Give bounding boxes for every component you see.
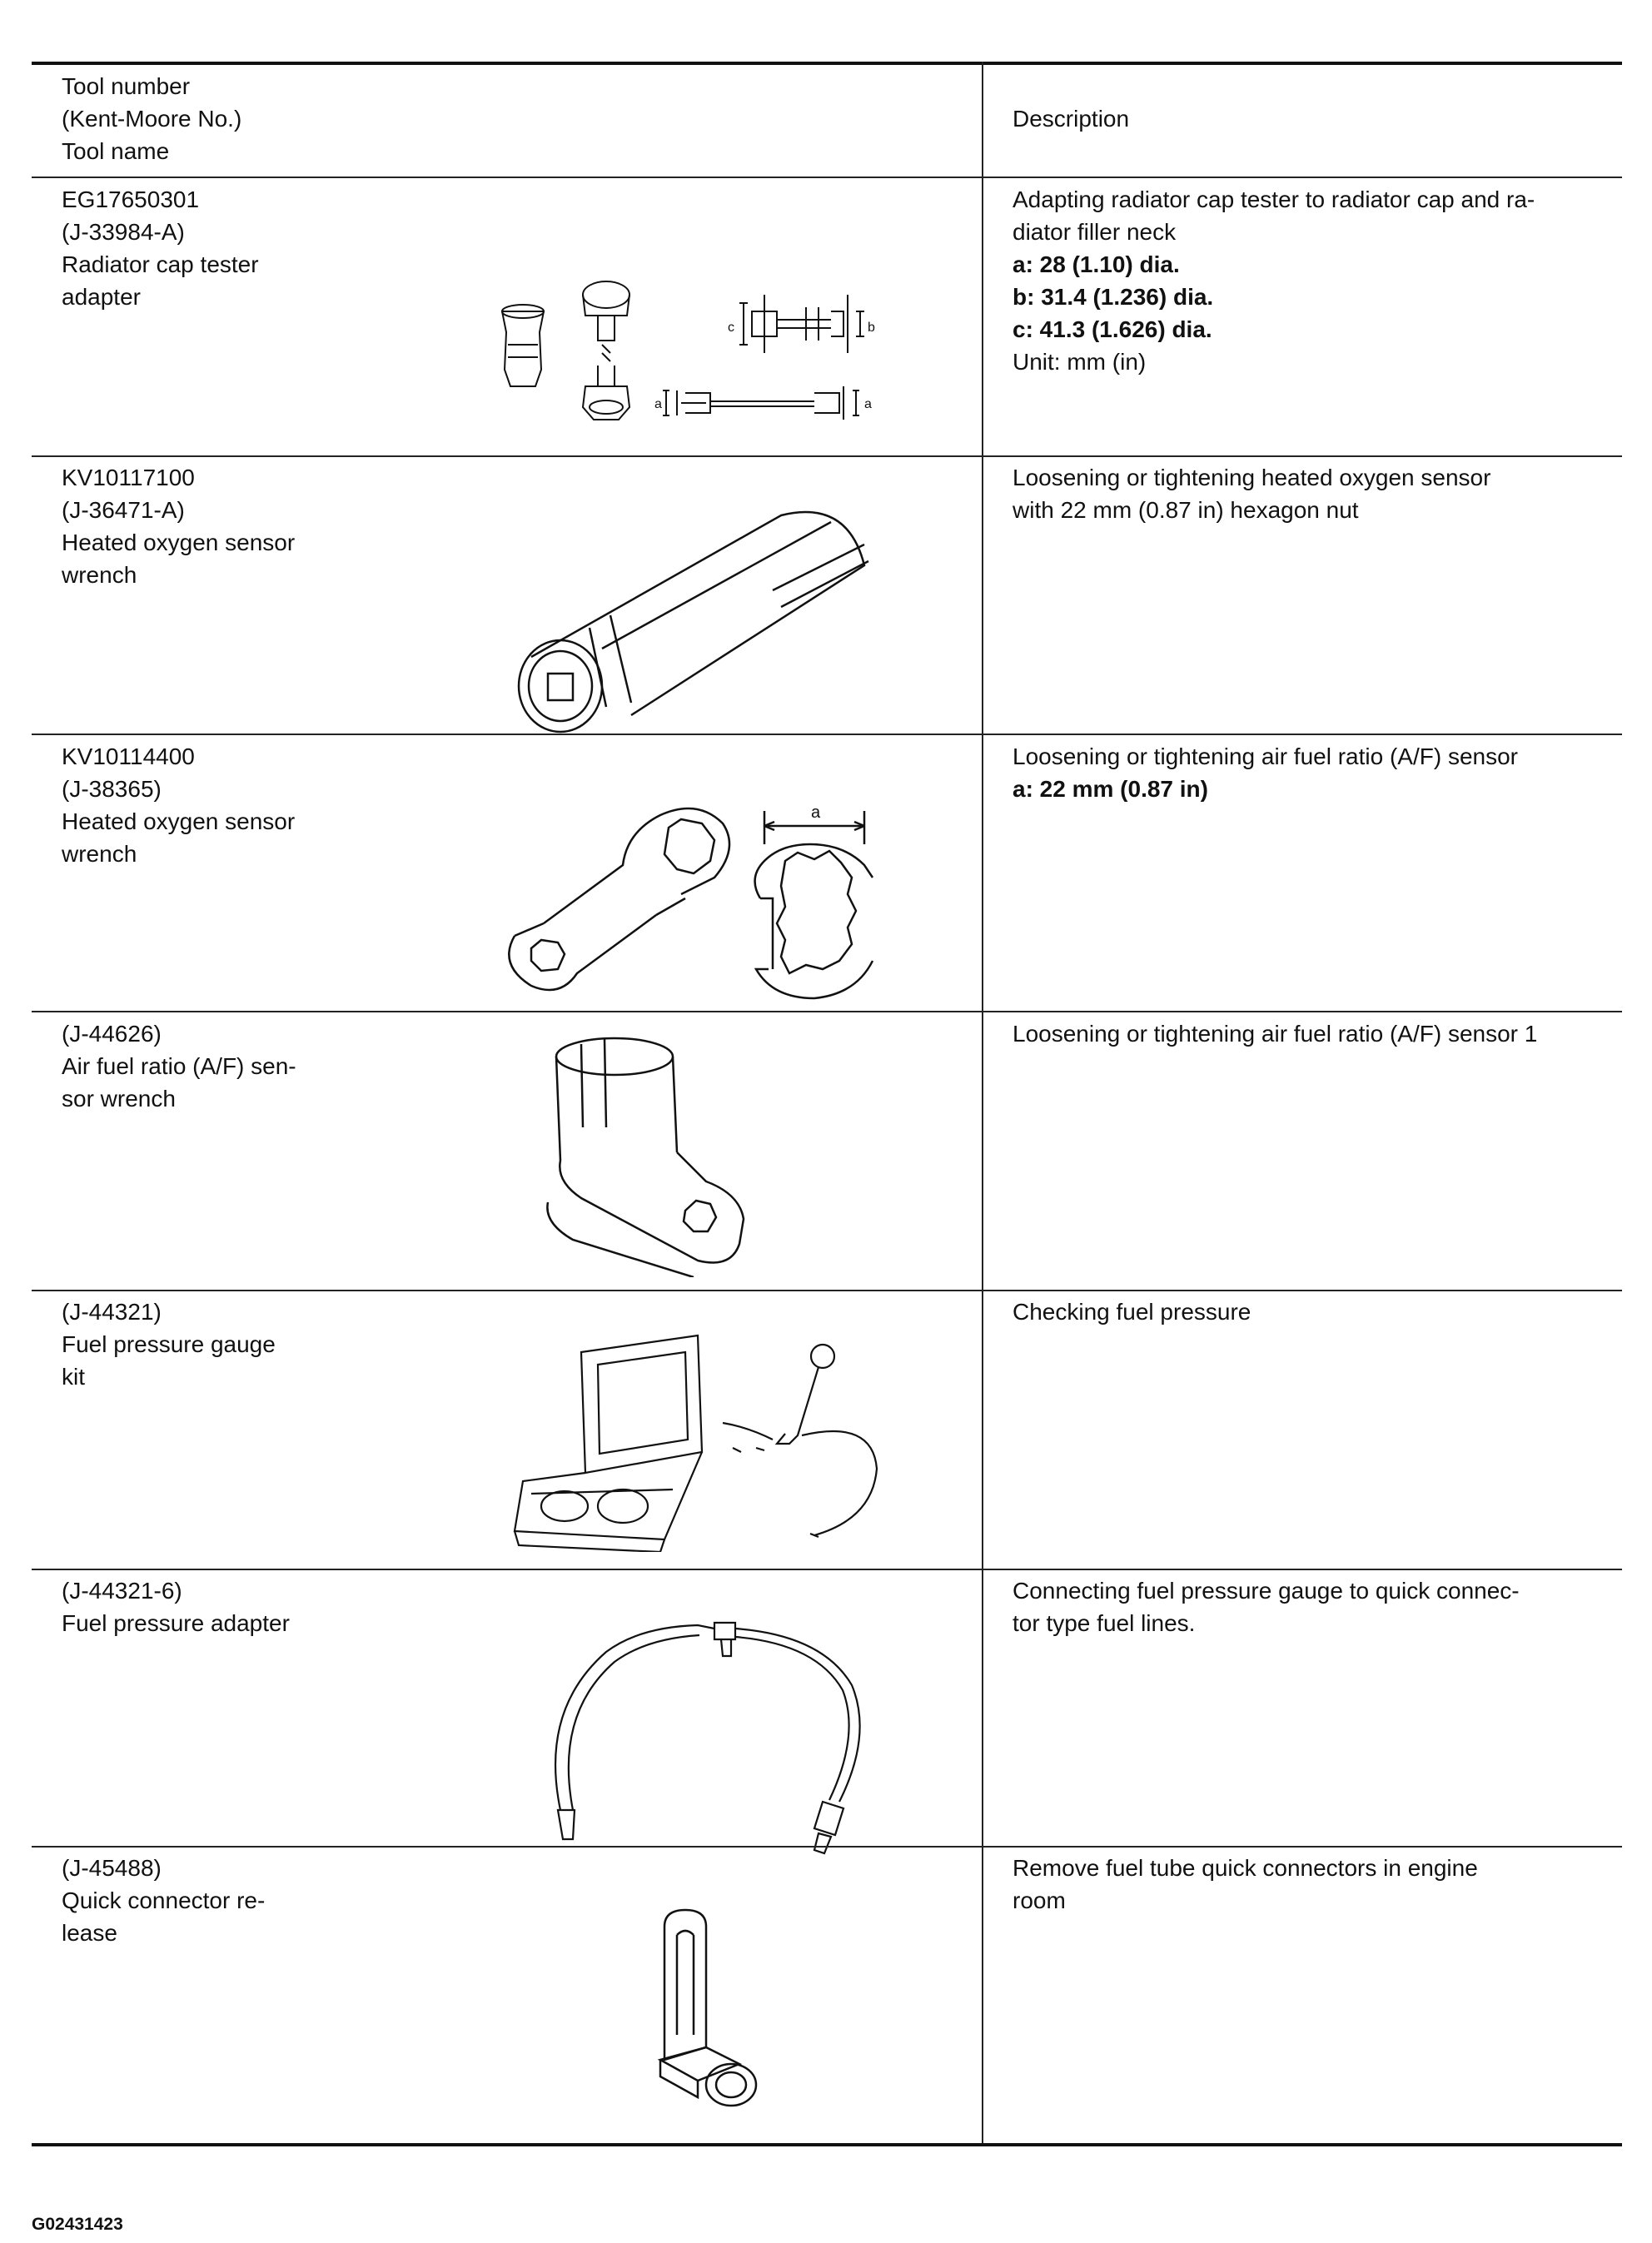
kent-moore-number: (J-44321-6) [62,1578,182,1604]
label-a: a [864,397,872,411]
kent-moore-number: (J-44626) [62,1021,162,1047]
description-line: Loosening or tightening air fuel ratio (A/F) sensor [1013,744,1518,769]
dimension-a: a: 28 (1.10) dia. [1013,251,1180,277]
fuel-pressure-gauge-kit-illustration [506,1327,889,1552]
kent-moore-number: (J-44321) [62,1299,162,1325]
kent-moore-number: (J-33984-A) [62,219,185,245]
radiator-cap-adapter-illustration [465,245,914,445]
description-line: Loosening or tightening heated oxygen sensor [1013,465,1491,490]
tool-number: KV10114400 [62,744,195,769]
af-sensor-wrench-illustration [531,1027,764,1277]
tool-name: Fuel pressure gauge [62,1331,276,1357]
header-kent-moore-label: (Kent-Moore No.) [62,106,242,132]
header-right [1013,102,1595,135]
tool-name-cont: wrench [62,562,137,588]
description-line: room [1013,1887,1066,1913]
table-bottom-rule [32,2143,1622,2146]
tool-number: EG17650301 [62,187,200,212]
row-5-description [1013,1296,1595,1328]
row-rule [32,1846,1622,1848]
label-c: c [728,321,734,335]
description-line: diator filler neck [1013,219,1177,245]
kent-moore-number: (J-36471-A) [62,497,185,523]
header-description-label: Description [1013,106,1130,132]
description-line: Checking fuel pressure [1013,1299,1251,1325]
description-line: Remove fuel tube quick connectors in engine [1013,1855,1478,1881]
fuel-pressure-adapter-illustration [523,1610,889,1877]
tool-name-cont: adapter [62,284,141,310]
tool-name-cont: lease [62,1920,117,1946]
row-6-tool [62,1574,290,1639]
dimension-c: c: 41.3 (1.626) dia. [1013,316,1212,342]
row-5-tool [62,1296,276,1393]
row-4-tool [62,1017,296,1115]
tool-name-cont: sor wrench [62,1086,176,1112]
tool-name: Heated oxygen sensor [62,530,296,555]
table-top-rule [32,62,1622,65]
header-tool-name-label: Tool name [62,138,170,164]
tool-name: Quick connector re- [62,1887,266,1913]
dimension-b: b: 31.4 (1.236) dia. [1013,284,1214,310]
tool-name-cont: kit [62,1364,85,1390]
label-a: a [811,803,821,822]
quick-connector-release-illustration [648,1902,781,2118]
tool-name: Radiator cap tester [62,251,259,277]
row-7-description [1013,1852,1595,1917]
description-line: with 22 mm (0.87 in) hexagon nut [1013,497,1359,523]
kent-moore-number: (J-38365) [62,776,162,802]
row-2-description [1013,461,1595,526]
header-left [62,70,241,167]
description-line: Loosening or tightening air fuel ratio (A/F) sensor 1 [1013,1021,1538,1047]
row-4-description [1013,1017,1595,1050]
label-a: a [654,397,662,411]
dimension-a: a: 22 mm (0.87 in) [1013,776,1208,802]
description-line: tor type fuel lines. [1013,1610,1196,1636]
description-line: Adapting radiator cap tester to radiator cap and ra- [1013,187,1535,212]
row-rule [32,734,1622,735]
tool-name: Air fuel ratio (A/F) sen- [62,1053,296,1079]
header-tool-number-label: Tool number [62,73,191,99]
row-rule [32,455,1622,457]
kent-moore-number: (J-45488) [62,1855,162,1881]
row-2-tool [62,461,295,591]
tool-name: Heated oxygen sensor [62,808,296,834]
label-b: b [868,321,875,335]
row-1-description [1013,183,1595,378]
row-rule [32,1290,1622,1291]
row-7-tool [62,1852,265,1949]
row-3-tool [62,740,295,870]
tool-number: KV10117100 [62,465,195,490]
unit-note: Unit: mm (in) [1013,349,1147,375]
oxygen-sensor-socket-illustration [498,465,898,765]
column-divider [982,62,983,2143]
row-rule [32,1569,1622,1570]
description-line: Connecting fuel pressure gauge to quick connec- [1013,1578,1520,1604]
flare-nut-wrench-illustration [481,761,898,1027]
row-3-description [1013,740,1595,805]
figure-id: G02431423 [32,2215,123,2234]
row-1-tool [62,183,259,313]
header-rule [32,177,1622,178]
tool-name-cont: wrench [62,841,137,867]
row-rule [32,1011,1622,1012]
row-6-description [1013,1574,1595,1639]
tool-name: Fuel pressure adapter [62,1610,290,1636]
